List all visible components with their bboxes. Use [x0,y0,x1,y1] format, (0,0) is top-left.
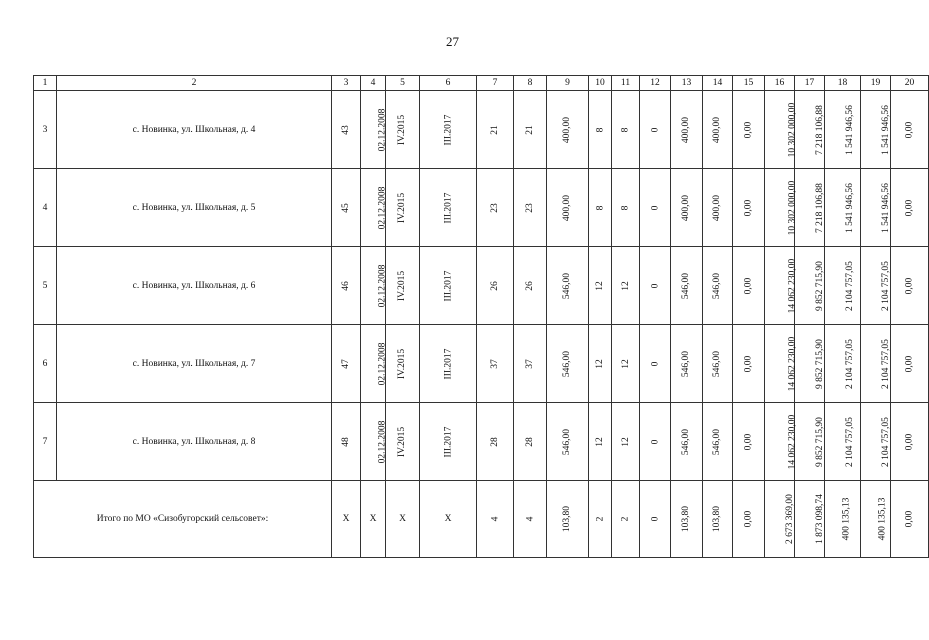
cell-value: 43 [341,124,351,135]
table-cell: Х [420,481,477,558]
table-row [34,325,929,403]
table-cell: 7 [34,403,57,481]
table-cell [671,403,703,481]
cell-value: 400 135,13 [877,497,888,541]
cell-value: 12 [595,358,605,369]
table-cell [386,169,420,247]
column-number: 20 [891,76,929,91]
table-cell [477,169,514,247]
cell-value: 1 873 098,74 [814,494,825,544]
cell-value: 4 [525,516,535,522]
table-cell [589,325,612,403]
cell-value: 400,00 [562,116,573,143]
table-cell [332,247,361,325]
table-row [34,169,929,247]
cell-value: 400,00 [562,194,573,221]
table-cell [765,169,798,247]
table-cell [477,403,514,481]
column-number: 7 [477,76,514,91]
cell-value: 2 104 757,05 [844,338,855,389]
cell-value: 12 [595,436,605,447]
table-cell [612,91,640,169]
column-number: 5 [386,76,420,91]
column-number: 4 [361,76,386,91]
column-number-header-row [34,76,929,91]
table-cell: 3 [34,91,57,169]
table-cell: с. Новинка, ул. Школьная, д. 7 [57,325,332,403]
cell-value: 0,00 [904,510,915,528]
cell-value: 0 [650,127,660,132]
column-number: 18 [825,76,861,91]
cell-value: 400,00 [681,194,692,221]
cell-value: 21 [490,124,500,135]
table-cell [514,247,547,325]
cell-value: 546,00 [712,272,723,299]
table-cell [640,403,671,481]
table-cell [795,481,825,558]
table-cell [891,91,929,169]
cell-value: IV.2015 [397,348,408,379]
cell-value: 02.12.2008 [377,420,388,463]
column-number: 16 [765,76,795,91]
cell-value: 546,00 [712,428,723,455]
table-cell: 6 [34,325,57,403]
cell-value: 4 [490,516,500,522]
table-cell [671,481,703,558]
cell-value: 8 [620,205,631,210]
table-cell: 5 [34,247,57,325]
table-cell: с. Новинка, ул. Школьная, д. 8 [57,403,332,481]
cell-value: 37 [490,358,500,369]
cell-value: 2 104 757,05 [844,260,855,311]
table-cell [386,403,420,481]
cell-value: 2 104 757,05 [880,338,891,389]
table-cell [361,247,386,325]
column-number: 11 [612,76,640,91]
cell-value: III.2017 [443,270,453,301]
table-cell [612,325,640,403]
cell-value: 0,00 [743,433,754,450]
cell-value: 0,00 [904,277,915,294]
cell-value: 02.12.2008 [377,264,388,307]
table-cell: с. Новинка, ул. Школьная, д. 6 [57,247,332,325]
table-cell [703,325,733,403]
cell-value: 0 [650,516,660,522]
housing-table [33,75,929,558]
table-cell [420,403,477,481]
cell-value: 1 541 946,56 [880,182,891,233]
table-cell [420,325,477,403]
cell-value: 47 [341,358,351,369]
column-number: 15 [733,76,765,91]
table-cell [589,169,612,247]
table-cell [612,481,640,558]
column-number: 1 [34,76,57,91]
cell-value: III.2017 [443,192,453,223]
table-cell: Х [386,481,420,558]
cell-value: 14 062 230,00 [787,414,798,469]
table-cell [861,481,891,558]
table-cell [386,325,420,403]
cell-value: IV.2015 [397,426,408,457]
table-cell [703,481,733,558]
table-cell [514,91,547,169]
table-cell [589,91,612,169]
table-cell [891,325,929,403]
column-number: 13 [671,76,703,91]
cell-value: IV.2015 [397,114,408,145]
cell-value: 0,00 [904,433,915,450]
cell-value: III.2017 [443,348,453,379]
cell-value: 546,00 [712,350,723,377]
table-cell [765,403,798,481]
table-cell [733,91,765,169]
cell-value: 103,80 [712,505,723,533]
column-number: 12 [640,76,671,91]
table-cell [671,247,703,325]
total-label: Итого по МО «Сизобугорский сельсовет»: [34,481,332,558]
table-cell [547,481,589,558]
table-cell: Х [332,481,361,558]
cell-value: 12 [620,436,631,447]
table-cell [547,247,589,325]
cell-value: 26 [525,280,535,291]
table-cell [332,325,361,403]
table-cell [671,91,703,169]
table-cell [477,91,514,169]
table-cell [733,247,765,325]
cell-value: 400,00 [681,116,692,143]
cell-value: 546,00 [681,350,692,377]
table-cell [332,91,361,169]
table-cell [547,325,589,403]
cell-value: 0,00 [743,277,754,294]
cell-value: 1 541 946,56 [880,104,891,155]
cell-value: 8 [595,205,605,210]
column-number: 6 [420,76,477,91]
table-cell [733,403,765,481]
table-cell [733,325,765,403]
table-cell [514,481,547,558]
table-cell: с. Новинка, ул. Школьная, д. 4 [57,91,332,169]
column-number: 19 [861,76,891,91]
table-cell: 4 [34,169,57,247]
table-cell [671,169,703,247]
table-cell [640,481,671,558]
cell-value: 02.12.2008 [377,186,388,229]
table-cell [589,403,612,481]
table-cell [477,247,514,325]
cell-value: 23 [490,202,500,213]
cell-value: 400 135,13 [841,497,852,541]
table-cell [332,169,361,247]
cell-value: 2 104 757,05 [880,260,891,311]
cell-value: 0 [650,361,660,366]
table-cell [825,403,861,481]
table-cell [420,169,477,247]
table-cell [861,403,891,481]
table-cell [361,169,386,247]
page-number: 27 [446,34,459,49]
table-cell [420,91,477,169]
cell-value: 0,00 [904,199,915,216]
table-cell [733,169,765,247]
cell-value: 7 218 106,88 [814,182,825,233]
table-cell [703,403,733,481]
cell-value: 9 852 715,90 [814,416,825,467]
table-cell [671,325,703,403]
table-cell [765,91,798,169]
table-cell [589,481,612,558]
table-cell [891,403,929,481]
cell-value: 9 852 715,90 [814,338,825,389]
cell-value: 1 541 946,56 [844,182,855,233]
table-cell [795,169,825,247]
cell-value: 0,00 [743,510,754,528]
table-cell [547,403,589,481]
cell-value: 2 673 369,00 [784,494,795,544]
cell-value: 8 [595,127,605,132]
table-cell [825,481,861,558]
cell-value: 546,00 [562,350,573,377]
table-cell [386,247,420,325]
column-number: 10 [589,76,612,91]
cell-value: 2 104 757,05 [880,416,891,467]
cell-value: 0,00 [743,121,754,138]
cell-value: 0,00 [743,199,754,216]
table-row [34,91,929,169]
table-cell [861,247,891,325]
cell-value: 400,00 [712,194,723,221]
table-cell [733,481,765,558]
cell-value: 12 [595,280,605,291]
cell-value: III.2017 [443,114,453,145]
cell-value: 400,00 [712,116,723,143]
cell-value: 7 218 106,88 [814,104,825,155]
cell-value: 12 [620,358,631,369]
table-cell [825,325,861,403]
cell-value: 103,80 [681,505,692,533]
column-number: 17 [795,76,825,91]
table-cell [861,325,891,403]
table-cell [703,91,733,169]
cell-value: 02.12.2008 [377,342,388,385]
column-number: 9 [547,76,589,91]
table-cell [765,325,798,403]
column-number: 8 [514,76,547,91]
cell-value: 2 [620,516,631,522]
table-cell [795,403,825,481]
table-cell [765,247,798,325]
cell-value: 546,00 [681,272,692,299]
cell-value: IV.2015 [397,270,408,301]
cell-value: 28 [525,436,535,447]
table-cell [640,169,671,247]
column-number: 14 [703,76,733,91]
cell-value: 103,80 [562,505,573,533]
column-number: 2 [57,76,332,91]
cell-value: 2 104 757,05 [844,416,855,467]
table-cell [361,403,386,481]
table-cell [612,247,640,325]
cell-value: 546,00 [562,428,573,455]
table-cell [547,169,589,247]
table-cell [547,91,589,169]
cell-value: III.2017 [443,426,453,457]
table-cell [361,325,386,403]
table-cell [514,325,547,403]
table-cell [514,169,547,247]
table-cell [640,247,671,325]
table-cell [612,403,640,481]
cell-value: 45 [341,202,351,213]
cell-value: IV.2015 [397,192,408,223]
cell-value: 12 [620,280,631,291]
cell-value: 14 062 230,00 [787,258,798,313]
table-cell [861,169,891,247]
cell-value: 0 [650,439,660,444]
table-cell [825,91,861,169]
cell-value: 46 [341,280,351,291]
column-number: 3 [332,76,361,91]
cell-value: 21 [525,124,535,135]
table-cell [361,91,386,169]
table-cell [640,91,671,169]
table-cell [477,325,514,403]
table-cell [420,247,477,325]
cell-value: 26 [490,280,500,291]
cell-value: 546,00 [681,428,692,455]
table-cell [861,91,891,169]
table-cell [332,403,361,481]
table-cell [795,325,825,403]
cell-value: 0,00 [904,355,915,372]
table-cell [891,481,929,558]
table-cell [795,247,825,325]
table-cell [891,247,929,325]
cell-value: 48 [341,436,351,447]
cell-value: 9 852 715,90 [814,260,825,311]
cell-value: 546,00 [562,272,573,299]
table-cell [765,481,795,558]
cell-value: 10 302 000,00 [787,180,798,235]
cell-value: 10 302 000,00 [787,102,798,157]
table-cell [825,169,861,247]
table-cell [891,169,929,247]
cell-value: 8 [620,127,631,132]
cell-value: 0 [650,283,660,288]
table-cell [589,247,612,325]
cell-value: 14 062 230,00 [787,336,798,391]
table-cell [514,403,547,481]
table-cell: с. Новинка, ул. Школьная, д. 5 [57,169,332,247]
cell-value: 0 [650,205,660,210]
table-row [34,247,929,325]
table-row [34,403,929,481]
table-cell [477,481,514,558]
cell-value: 37 [525,358,535,369]
cell-value: 1 541 946,56 [844,104,855,155]
cell-value: 2 [595,516,605,522]
cell-value: 0,00 [743,355,754,372]
cell-value: 28 [490,436,500,447]
table-cell [703,169,733,247]
table-cell [612,169,640,247]
table-cell [640,325,671,403]
cell-value: 0,00 [904,121,915,138]
table-cell [386,91,420,169]
table-cell [825,247,861,325]
cell-value: 23 [525,202,535,213]
table-cell [703,247,733,325]
total-row [34,481,929,558]
table-cell: Х [361,481,386,558]
cell-value: 02.12.2008 [377,108,388,151]
table-cell [795,91,825,169]
